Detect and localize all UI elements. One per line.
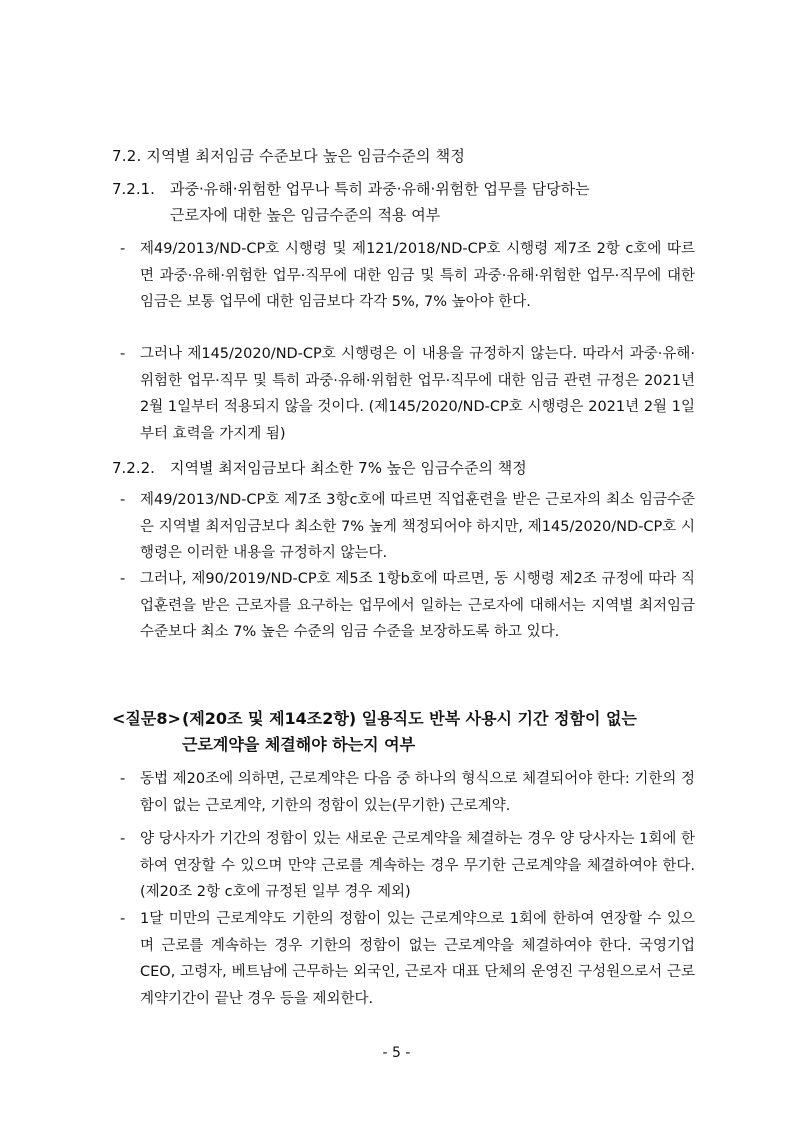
bullet-dash: - [120,771,126,787]
bullet-text: 동법 제20조에 의하면, 근로계약은 다음 중 하나의 형식으로 체결되어야 한다: 기한의 정함이 없는 근로계약, 기한의 정함이 있는(무기한) 근로계약. [140,771,695,814]
bullet-item [120,487,695,567]
bullet-dash: - [120,831,126,847]
subsection-number: 7.2.2. [112,459,155,477]
bullet-dash: - [120,911,126,927]
question-heading [112,706,712,758]
question-tag: <질문8> [112,709,181,728]
subsection-heading-7-2-2 [112,455,712,481]
question-title-line2: 근로계약을 체결해야 하는지 여부 [182,735,416,754]
question-title-line1: (제20조 및 제14조2항) 일용직도 반복 사용시 기간 정함이 없는 [182,709,637,728]
bullet-dash: - [120,346,126,362]
bullet-dash: - [120,571,126,587]
bullet-item [120,236,695,316]
section-heading: 7.2. 지역별 최저임금 수준보다 높은 임금수준의 책정 [112,147,466,165]
subsection-title-line1: 과중·유해·위험한 업무나 특히 과중·유해·위험한 업무를 담당하는 [170,180,590,198]
bullet-item [120,826,695,906]
page-number: - 5 - [382,1045,411,1061]
subsection-title-line2: 근로자에 대한 높은 임금수준의 적용 여부 [170,206,441,224]
bullet-dash: - [120,492,126,508]
bullet-text: 양 당사자가 기간의 정함이 있는 새로운 근로계약을 체결하는 경우 양 당사자는 1회에 한하여 연장할 수 있으며 만약 근로를 계속하는 경우 무기한 근로계약을 체결하여야 한다.(제20조 2항 c호에 규정된 일부 경우 제외) [140,831,695,900]
bullet-dash: - [120,241,126,257]
bullet-text: 그러나 제145/2020/ND-CP호 시행령은 이 내용을 규정하지 않는다. 따라서 과중·유해·위험한 업무·직무 및 특히 과중·유해·위험한 업무·직무에 대한 임금 관련 규정은 2021년 2월 1일부터 적용되지 않을 것이다. (제145/2020/ND-CP호 시행령은 2021년 2월 1일부터 효력을 가지게 됨) [140,346,695,442]
subsection-heading-7-2-1 [112,176,712,228]
bullet-item [120,766,695,819]
bullet-text: 제49/2013/ND-CP호 제7조 3항c호에 따르면 직업훈련을 받은 근로자의 최소 임금수준은 지역별 최저임금보다 최소한 7% 높게 책정되어야 하지만, 제145/2020/ND-CP호 시행령은 이러한 내용을 규정하지 않는다. [140,492,695,561]
bullet-item [120,566,695,646]
bullet-text: 그러나, 제90/2019/ND-CP호 제5조 1항b호에 따르면, 동 시행령 제2조 규정에 따라 직업훈련을 받은 근로자를 요구하는 업무에서 일하는 근로자에 대해서는 지역별 최저임금 수준보다 최소 7% 높은 수준의 임금 수준을 보장하도록 하고 있다. [140,571,695,640]
bullet-item [120,341,695,447]
bullet-item [120,906,695,1012]
bullet-text: 1달 미만의 근로계약도 기한의 정함이 있는 근로계약으로 1회에 한하여 연장할 수 있으며 근로를 계속하는 경우 기한의 정함이 없는 근로계약을 체결하여야 한다. 국영기업 CEO, 고령자, 베트남에 근무하는 외국인, 근로자 대표 단체의 운영진 구성원으로서 근로계약기간이 끝난 경우 등을 제외한다. [140,911,695,1007]
bullet-text: 제49/2013/ND-CP호 시행령 및 제121/2018/ND-CP호 시행령 제7조 2항 c호에 따르면 과중·유해·위험한 업무·직무에 대한 임금 및 특히 과중·유해·위험한 업무·직무에 대한 임금은 보통 업무에 대한 임금보다 각각 5%, 7% 높아야 한다. [140,241,695,310]
subsection-number: 7.2.1. [112,180,155,198]
subsection-title: 지역별 최저임금보다 최소한 7% 높은 임금수준의 책정 [170,459,527,477]
